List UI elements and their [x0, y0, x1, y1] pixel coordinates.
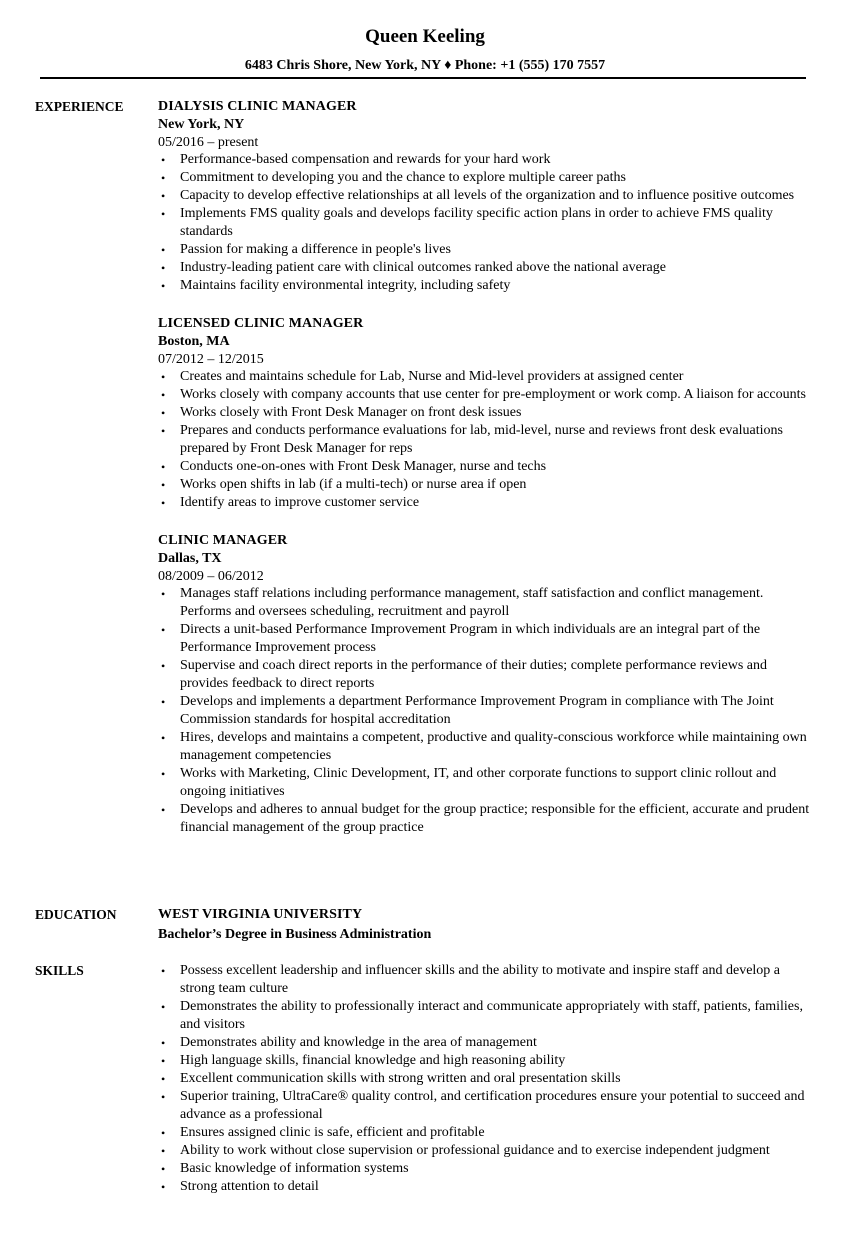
skill-item: • Excellent communication skills with strong written and oral presentation skills [158, 1070, 814, 1088]
bullet-item: • Maintains facility environmental integrity, including safety [158, 277, 812, 295]
skill-item: • Ability to work without close supervision or professional guidance and to exercise independent judgment [158, 1142, 814, 1160]
bullet-item: • Performance-based compensation and rewards for your hard work [158, 151, 812, 169]
bullet-item: • Develops and adheres to annual budget for the group practice; responsible for the efficient, accurate and prudent financial management of the group practice [158, 801, 812, 837]
job-dates: 07/2012 – 12/2015 [158, 352, 264, 367]
bullet-item: • Develops and implements a department Performance Improvement Program in compliance with The Joint Commission standards for hospital accreditation [158, 693, 812, 729]
bullet-item: • Commitment to developing you and the chance to explore multiple career paths [158, 169, 812, 187]
skills-list [158, 962, 818, 1196]
section-label: EDUCATION [35, 907, 117, 922]
skill-item: • Strong attention to detail [158, 1178, 814, 1196]
section-label: EXPERIENCE [35, 99, 124, 114]
job-location: New York, NY [158, 117, 245, 132]
section-label: SKILLS [35, 963, 84, 978]
job-bullets [158, 368, 818, 512]
bullet-item: • Creates and maintains schedule for Lab, Nurse and Mid-level providers at assigned center [158, 368, 812, 386]
school-name: WEST VIRGINIA UNIVERSITY [158, 907, 363, 922]
skill-item: • Demonstrates ability and knowledge in the area of management [158, 1034, 814, 1052]
degree-name: Bachelor’s Degree in Business Administration [158, 927, 432, 942]
bullet-item: • Works open shifts in lab (if a multi-tech) or nurse area if open [158, 476, 812, 494]
bullet-item: • Industry-leading patient care with clinical outcomes ranked above the national average [158, 259, 812, 277]
bullet-item: • Works closely with Front Desk Manager on front desk issues [158, 404, 812, 422]
job-title: DIALYSIS CLINIC MANAGER [158, 99, 357, 114]
skill-item: • High language skills, financial knowledge and high reasoning ability [158, 1052, 814, 1070]
job-entry [158, 98, 818, 295]
job-location: Boston, MA [158, 334, 230, 349]
bullet-item: • Passion for making a difference in people's lives [158, 241, 812, 259]
job-entry [158, 315, 818, 512]
job-bullets [158, 585, 818, 837]
bullet-item: • Hires, develops and maintains a competent, productive and quality-conscious workforce while maintaining own management competencies [158, 729, 812, 765]
skill-item: • Basic knowledge of information systems [158, 1160, 814, 1178]
bullet-item: • Manages staff relations including performance management, staff satisfaction and conflict management. Performs and oversees scheduling, recruitment and payroll [158, 585, 812, 621]
bullet-item: • Works closely with company accounts that use center for pre-employment or work comp. A liaison for accounts [158, 386, 812, 404]
job-title: LICENSED CLINIC MANAGER [158, 316, 364, 331]
candidate-name: Queen Keeling [365, 26, 485, 47]
skill-item: • Superior training, UltraCare® quality control, and certification procedures ensure your potential to succeed and advance as a professional [158, 1088, 814, 1124]
bullet-item: • Capacity to develop effective relationships at all levels of the organization and to influence positive outcomes [158, 187, 812, 205]
bullet-item: • Directs a unit-based Performance Improvement Program in which individuals are an integral part of the Performance Improvement process [158, 621, 812, 657]
job-dates: 08/2009 – 06/2012 [158, 569, 264, 584]
skill-item: • Ensures assigned clinic is safe, efficient and profitable [158, 1124, 814, 1142]
bullet-item: • Prepares and conducts performance evaluations for lab, mid-level, nurse and reviews front desk evaluations prepared by Front Desk Manager for reps [158, 422, 812, 458]
skill-item: • Demonstrates the ability to professionally interact and communicate appropriately with staff, patients, families, and visitors [158, 998, 814, 1034]
bullet-item: • Conducts one-on-ones with Front Desk Manager, nurse and techs [158, 458, 812, 476]
resume-header [0, 24, 860, 75]
bullet-item: • Implements FMS quality goals and develops facility specific action plans in order to achieve FMS quality standards [158, 205, 812, 241]
job-dates: 05/2016 – present [158, 135, 259, 150]
education-entry [158, 906, 818, 944]
job-entry [158, 532, 818, 837]
skill-item: • Possess excellent leadership and influencer skills and the ability to motivate and inspire staff and develop a strong team culture [158, 962, 814, 998]
bullet-item: • Supervise and coach direct reports in the performance of their duties; complete performance reviews and provides feedback to direct reports [158, 657, 812, 693]
job-bullets [158, 151, 818, 295]
job-title: CLINIC MANAGER [158, 533, 288, 548]
bullet-item: • Identify areas to improve customer service [158, 494, 812, 512]
job-location: Dallas, TX [158, 551, 222, 566]
bullet-item: • Works with Marketing, Clinic Development, IT, and other corporate functions to support clinic rollout and ongoing initiatives [158, 765, 812, 801]
contact-line: 6483 Chris Shore, New York, NY ♦ Phone: +1 (555) 170 7557 [244, 58, 606, 73]
skill-bullets [158, 962, 818, 1196]
experience-list [158, 98, 818, 857]
header-divider [40, 77, 806, 79]
